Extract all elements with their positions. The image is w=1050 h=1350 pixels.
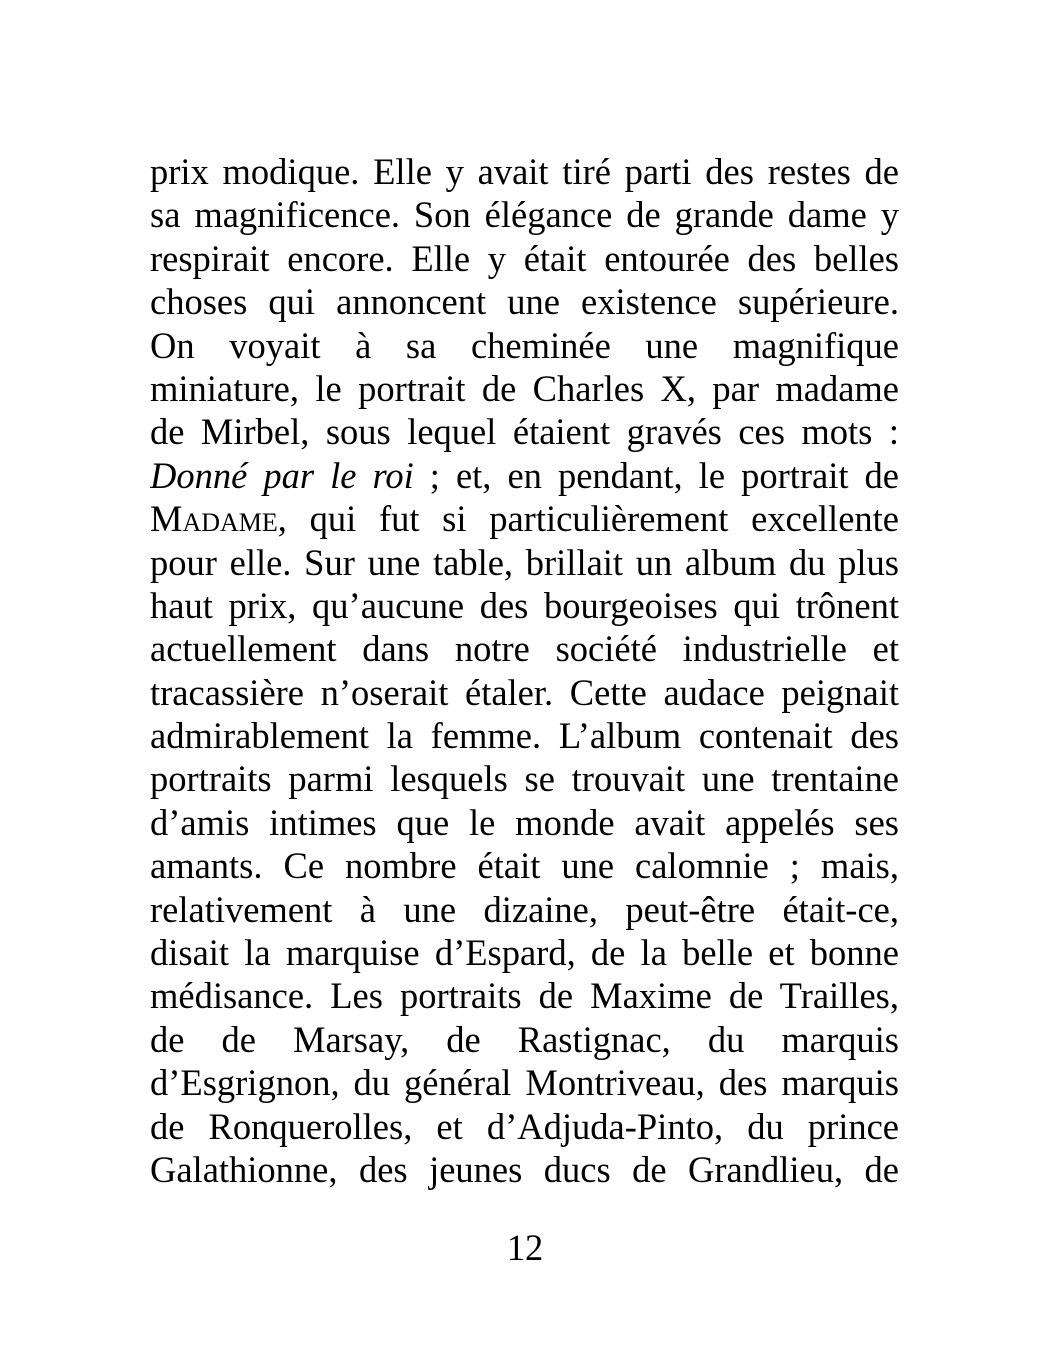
text-line: disait la marquise d’Espard, de la belle et bonne xyxy=(150,932,899,974)
text-line: pour elle. Sur une table, brillait un album du plus xyxy=(150,541,899,583)
text-line: tracassière n’oserait étaler. Cette audace peignait xyxy=(150,671,899,713)
text-line: Galathionne, des jeunes ducs de Grandlieu, de xyxy=(150,1148,899,1190)
text-line: haut prix, qu’aucune des bourgeoises qui trônent xyxy=(150,584,899,626)
text-line: On voyait à sa cheminée une magnifique xyxy=(150,324,899,366)
text-line: prix modique. Elle y avait tiré parti des restes de xyxy=(150,151,899,192)
text-line xyxy=(150,454,899,497)
text-line: médisance. Les portraits de Maxime de Trailles, xyxy=(150,975,899,1017)
text-line: amants. Ce nombre était une calomnie ; mais, xyxy=(150,845,899,887)
page-number: 12 xyxy=(506,1227,544,1268)
text-line: miniature, le portrait de Charles X, par madame xyxy=(150,367,899,409)
text-line xyxy=(150,497,899,540)
text-line: admirablement la femme. L’album contenait des xyxy=(150,715,899,757)
text-segment: ; et, en pendant, le portrait de xyxy=(413,454,899,496)
text-line: portraits parmi lesquels se trouvait une trentaine xyxy=(150,758,899,800)
text-line: de Ronquerolles, et d’Adjuda-Pinto, du prince xyxy=(150,1105,899,1147)
text-line: de de Marsay, de Rastignac, du marquis xyxy=(150,1018,899,1060)
text-segment: , qui fut si particulièrement excellente xyxy=(277,498,899,540)
italic-phrase: Donné par le roi xyxy=(150,454,414,496)
text-line: respirait encore. Elle y était entourée des belles xyxy=(150,237,899,279)
text-line: d’amis intimes que le monde avait appelés ses xyxy=(150,801,899,843)
text-line: actuellement dans notre société industrielle et xyxy=(150,628,899,670)
text-line: sa magnificence. Son élégance de grande dame y xyxy=(150,194,899,236)
text-line: d’Esgrignon, du général Montriveau, des marquis xyxy=(150,1062,899,1104)
text-line: de Mirbel, sous lequel étaient gravés ces mots : xyxy=(150,411,899,453)
text-line: choses qui annoncent une existence supérieure. xyxy=(150,281,899,323)
text-line: relativement à une dizaine, peut-être était-ce, xyxy=(150,888,899,930)
body-text xyxy=(150,150,899,1191)
small-caps-word: Madame xyxy=(150,498,278,540)
